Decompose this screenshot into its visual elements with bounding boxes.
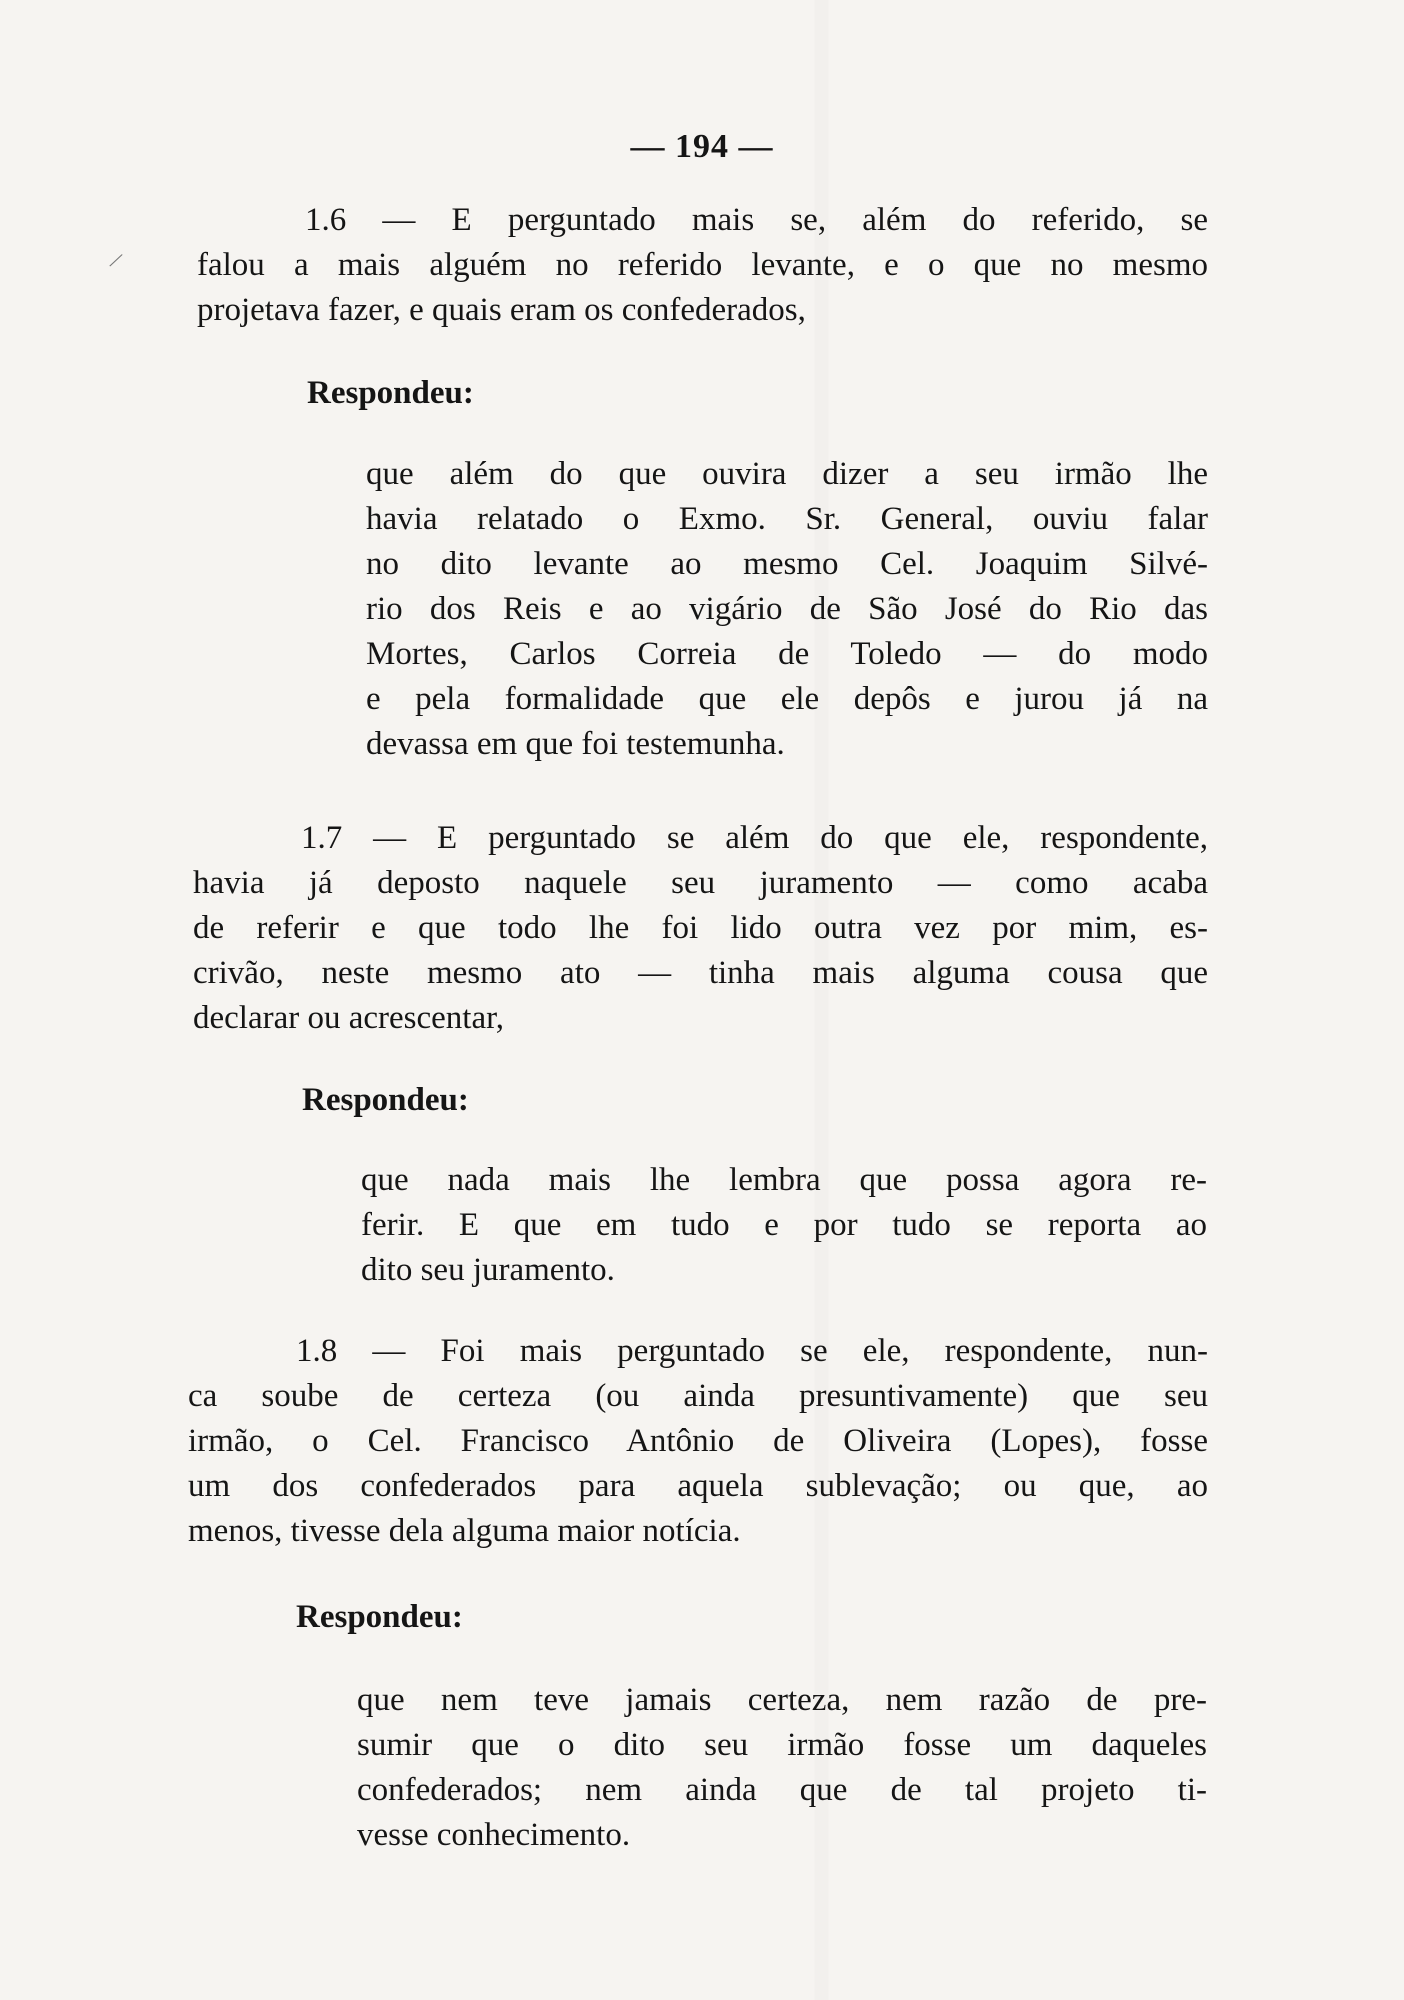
page-number: — 194 —	[630, 128, 774, 165]
answer-line: que além do que ouvira dizer a seu irmão lhe	[366, 456, 1208, 492]
answer-line: vesse conhecimento.	[357, 1817, 631, 1853]
answer-1-7	[361, 1158, 1207, 1293]
answer-line: e pela formalidade que ele depôs e jurou já na	[366, 681, 1208, 717]
answer-1-6	[366, 452, 1208, 767]
question-line: declarar ou acrescentar,	[193, 1000, 505, 1036]
question-line: falou a mais alguém no referido levante, e o que no mesmo	[197, 247, 1208, 283]
stray-mark: /	[106, 248, 125, 275]
question-line: ca soube de certeza (ou ainda presuntivamente) que seu	[188, 1378, 1208, 1414]
question-1-7	[193, 816, 1208, 1041]
answer-1-8	[357, 1678, 1207, 1858]
answer-line: no dito levante ao mesmo Cel. Joaquim Silvé-	[366, 546, 1208, 582]
answer-line: confederados; nem ainda que de tal projeto ti-	[357, 1772, 1207, 1808]
question-1-8	[188, 1329, 1208, 1554]
answer-line: que nada mais lhe lembra que possa agora re-	[361, 1162, 1207, 1198]
question-line: 1.6 — E perguntado mais se, além do referido, se	[305, 202, 1208, 238]
answer-line: devassa em que foi testemunha.	[366, 726, 785, 762]
answer-line: havia relatado o Exmo. Sr. General, ouviu falar	[366, 501, 1208, 537]
question-line: irmão, o Cel. Francisco Antônio de Oliveira (Lopes), fosse	[188, 1423, 1208, 1459]
question-line: 1.7 — E perguntado se além do que ele, respondente,	[301, 820, 1208, 856]
answer-line: dito seu juramento.	[361, 1252, 615, 1288]
question-line: de referir e que todo lhe foi lido outra vez por mim, es-	[193, 910, 1208, 946]
question-1-6	[197, 198, 1208, 333]
question-line: um dos confederados para aquela sublevação; ou que, ao	[188, 1468, 1208, 1504]
question-line: menos, tivesse dela alguma maior notícia.	[188, 1513, 741, 1549]
answer-line: Mortes, Carlos Correia de Toledo — do modo	[366, 636, 1208, 672]
question-line: 1.8 — Foi mais perguntado se ele, respondente, nun-	[296, 1333, 1208, 1369]
answer-line: ferir. E que em tudo e por tudo se reporta ao	[361, 1207, 1207, 1243]
answer-line: que nem teve jamais certeza, nem razão de pre-	[357, 1682, 1207, 1718]
answer-line: rio dos Reis e ao vigário de São José do Rio das	[366, 591, 1208, 627]
response-label: Respondeu:	[296, 1599, 463, 1635]
answer-line: sumir que o dito seu irmão fosse um daqueles	[357, 1727, 1207, 1763]
question-line: projetava fazer, e quais eram os confederados,	[197, 292, 806, 328]
question-line: havia já deposto naquele seu juramento — como acaba	[193, 865, 1208, 901]
response-label: Respondeu:	[302, 1082, 469, 1118]
question-line: crivão, neste mesmo ato — tinha mais alguma cousa que	[193, 955, 1208, 991]
response-label: Respondeu:	[307, 375, 474, 411]
